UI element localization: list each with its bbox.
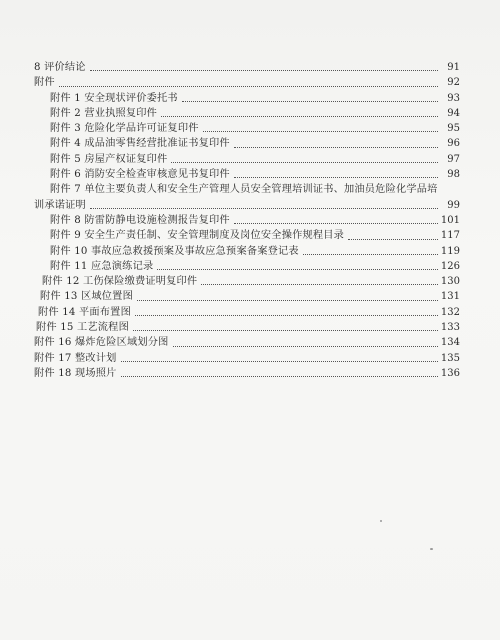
toc-entry-label: 附件 8 防雷防静电设施检测报告复印件 [50,214,230,226]
toc-page-number: 130 [440,276,460,288]
toc-page-number: 95 [447,123,460,135]
toc-entry-label: 附件 9 安全生产责任制、安全管理制度及岗位安全操作规程目录 [50,230,345,242]
toc-entry-attachment-13[interactable] [34,289,460,304]
dot-leader [201,283,438,285]
toc-entry-attachment-7[interactable] [34,182,460,197]
dot-leader [234,146,438,148]
scan-speck [380,520,382,522]
toc-page-number: 101 [440,214,460,226]
toc-entry-attachment-15[interactable] [34,320,460,335]
toc-entry-attachment-7-continued[interactable] [34,198,460,213]
toc-entry-attachment-16[interactable] [34,335,460,350]
toc-page-number: 91 [447,62,460,73]
toc-entry-label: 附件 11 应急演练记录 [50,260,154,272]
dot-leader [135,314,438,316]
dot-leader [133,329,438,331]
toc-page-number: 98 [447,169,460,181]
toc-page-number: 133 [440,322,460,334]
dot-leader [234,222,438,224]
dot-leader [59,85,438,87]
toc-page-number: 97 [447,153,460,165]
dot-leader [171,161,438,163]
toc-entry-8[interactable] [34,60,460,75]
toc-page-number: 136 [440,367,460,379]
toc-page-number: 99 [447,199,460,211]
toc-entry-label: 附件 14 平面布置图 [38,306,131,318]
dot-leader [121,360,438,362]
toc-entry-label: 附件 12 工伤保险缴费证明复印件 [42,276,198,288]
toc-page-number: 117 [440,230,460,242]
toc-entry-label: 附件 15 工艺流程图 [36,322,129,334]
toc-page-number: 131 [440,291,460,303]
toc-entry-label: 附件 2 营业执照复印件 [50,107,158,119]
toc-entry-attachment-5[interactable] [34,152,460,167]
table-of-contents [34,60,460,381]
dot-leader [203,130,438,132]
toc-entry-label: 8 评价结论 [34,62,86,73]
dot-leader [173,345,438,347]
toc-page-number: 96 [447,138,460,150]
toc-entry-label: 附件 13 区域位置图 [40,291,133,303]
toc-page-number: 126 [440,260,460,272]
dot-leader [157,268,438,270]
dot-leader [348,238,438,240]
toc-entry-attachment-2[interactable] [34,106,460,121]
toc-entry-attachment-14[interactable] [34,305,460,320]
dot-leader [182,100,438,102]
toc-entry-label: 附件 17 整改计划 [34,352,117,364]
toc-entry-attachment-11[interactable] [34,259,460,274]
toc-entry-label: 附件 5 房屋产权证复印件 [50,153,168,165]
toc-entry-label: 附件 10 事故应急救援预案及事故应急预案备案登记表 [50,245,299,257]
toc-entry-label: 附件 6 消防安全检查审核意见书复印件 [50,169,230,181]
toc-entry-label: 附件 7 单位主要负责人和安全生产管理人员安全管理培训证书、加油员危险化学品培 [50,184,438,196]
toc-page-number: 93 [447,92,460,104]
toc-page-number: 119 [440,245,460,257]
toc-page-number: 92 [447,77,460,89]
toc-entry-label: 附件 [34,77,55,89]
dot-leader [234,176,438,178]
dot-leader [161,115,438,117]
toc-entry-attachment-17[interactable] [34,351,460,366]
toc-entry-attachment-1[interactable] [34,91,460,106]
dot-leader [121,375,438,377]
toc-entry-label: 附件 16 爆炸危险区域划分图 [34,337,169,349]
toc-entry-attachment-4[interactable] [34,136,460,151]
toc-entry-attachment-12[interactable] [34,274,460,289]
toc-entry-attachments[interactable] [34,75,460,90]
dot-leader [90,207,438,209]
toc-entry-label: 训承诺证明 [34,199,86,211]
toc-entry-label: 附件 4 成品油零售经营批准证书复印件 [50,138,230,150]
toc-entry-label: 附件 1 安全现状评价委托书 [50,92,178,104]
toc-page-number: 134 [440,337,460,349]
scan-speck [430,548,433,550]
dot-leader [303,253,438,255]
toc-entry-attachment-18[interactable] [34,366,460,381]
toc-entry-label: 附件 18 现场照片 [34,367,117,379]
toc-entry-attachment-8[interactable] [34,213,460,228]
toc-page-number: 135 [440,352,460,364]
dot-leader [137,299,438,301]
toc-entry-attachment-10[interactable] [34,244,460,259]
toc-entry-attachment-6[interactable] [34,167,460,182]
dot-leader [90,69,438,71]
toc-page-number: 94 [447,107,460,119]
toc-entry-attachment-3[interactable] [34,121,460,136]
toc-entry-label: 附件 3 危险化学品许可证复印件 [50,123,199,135]
toc-entry-attachment-9[interactable] [34,228,460,243]
toc-page-number: 132 [440,306,460,318]
